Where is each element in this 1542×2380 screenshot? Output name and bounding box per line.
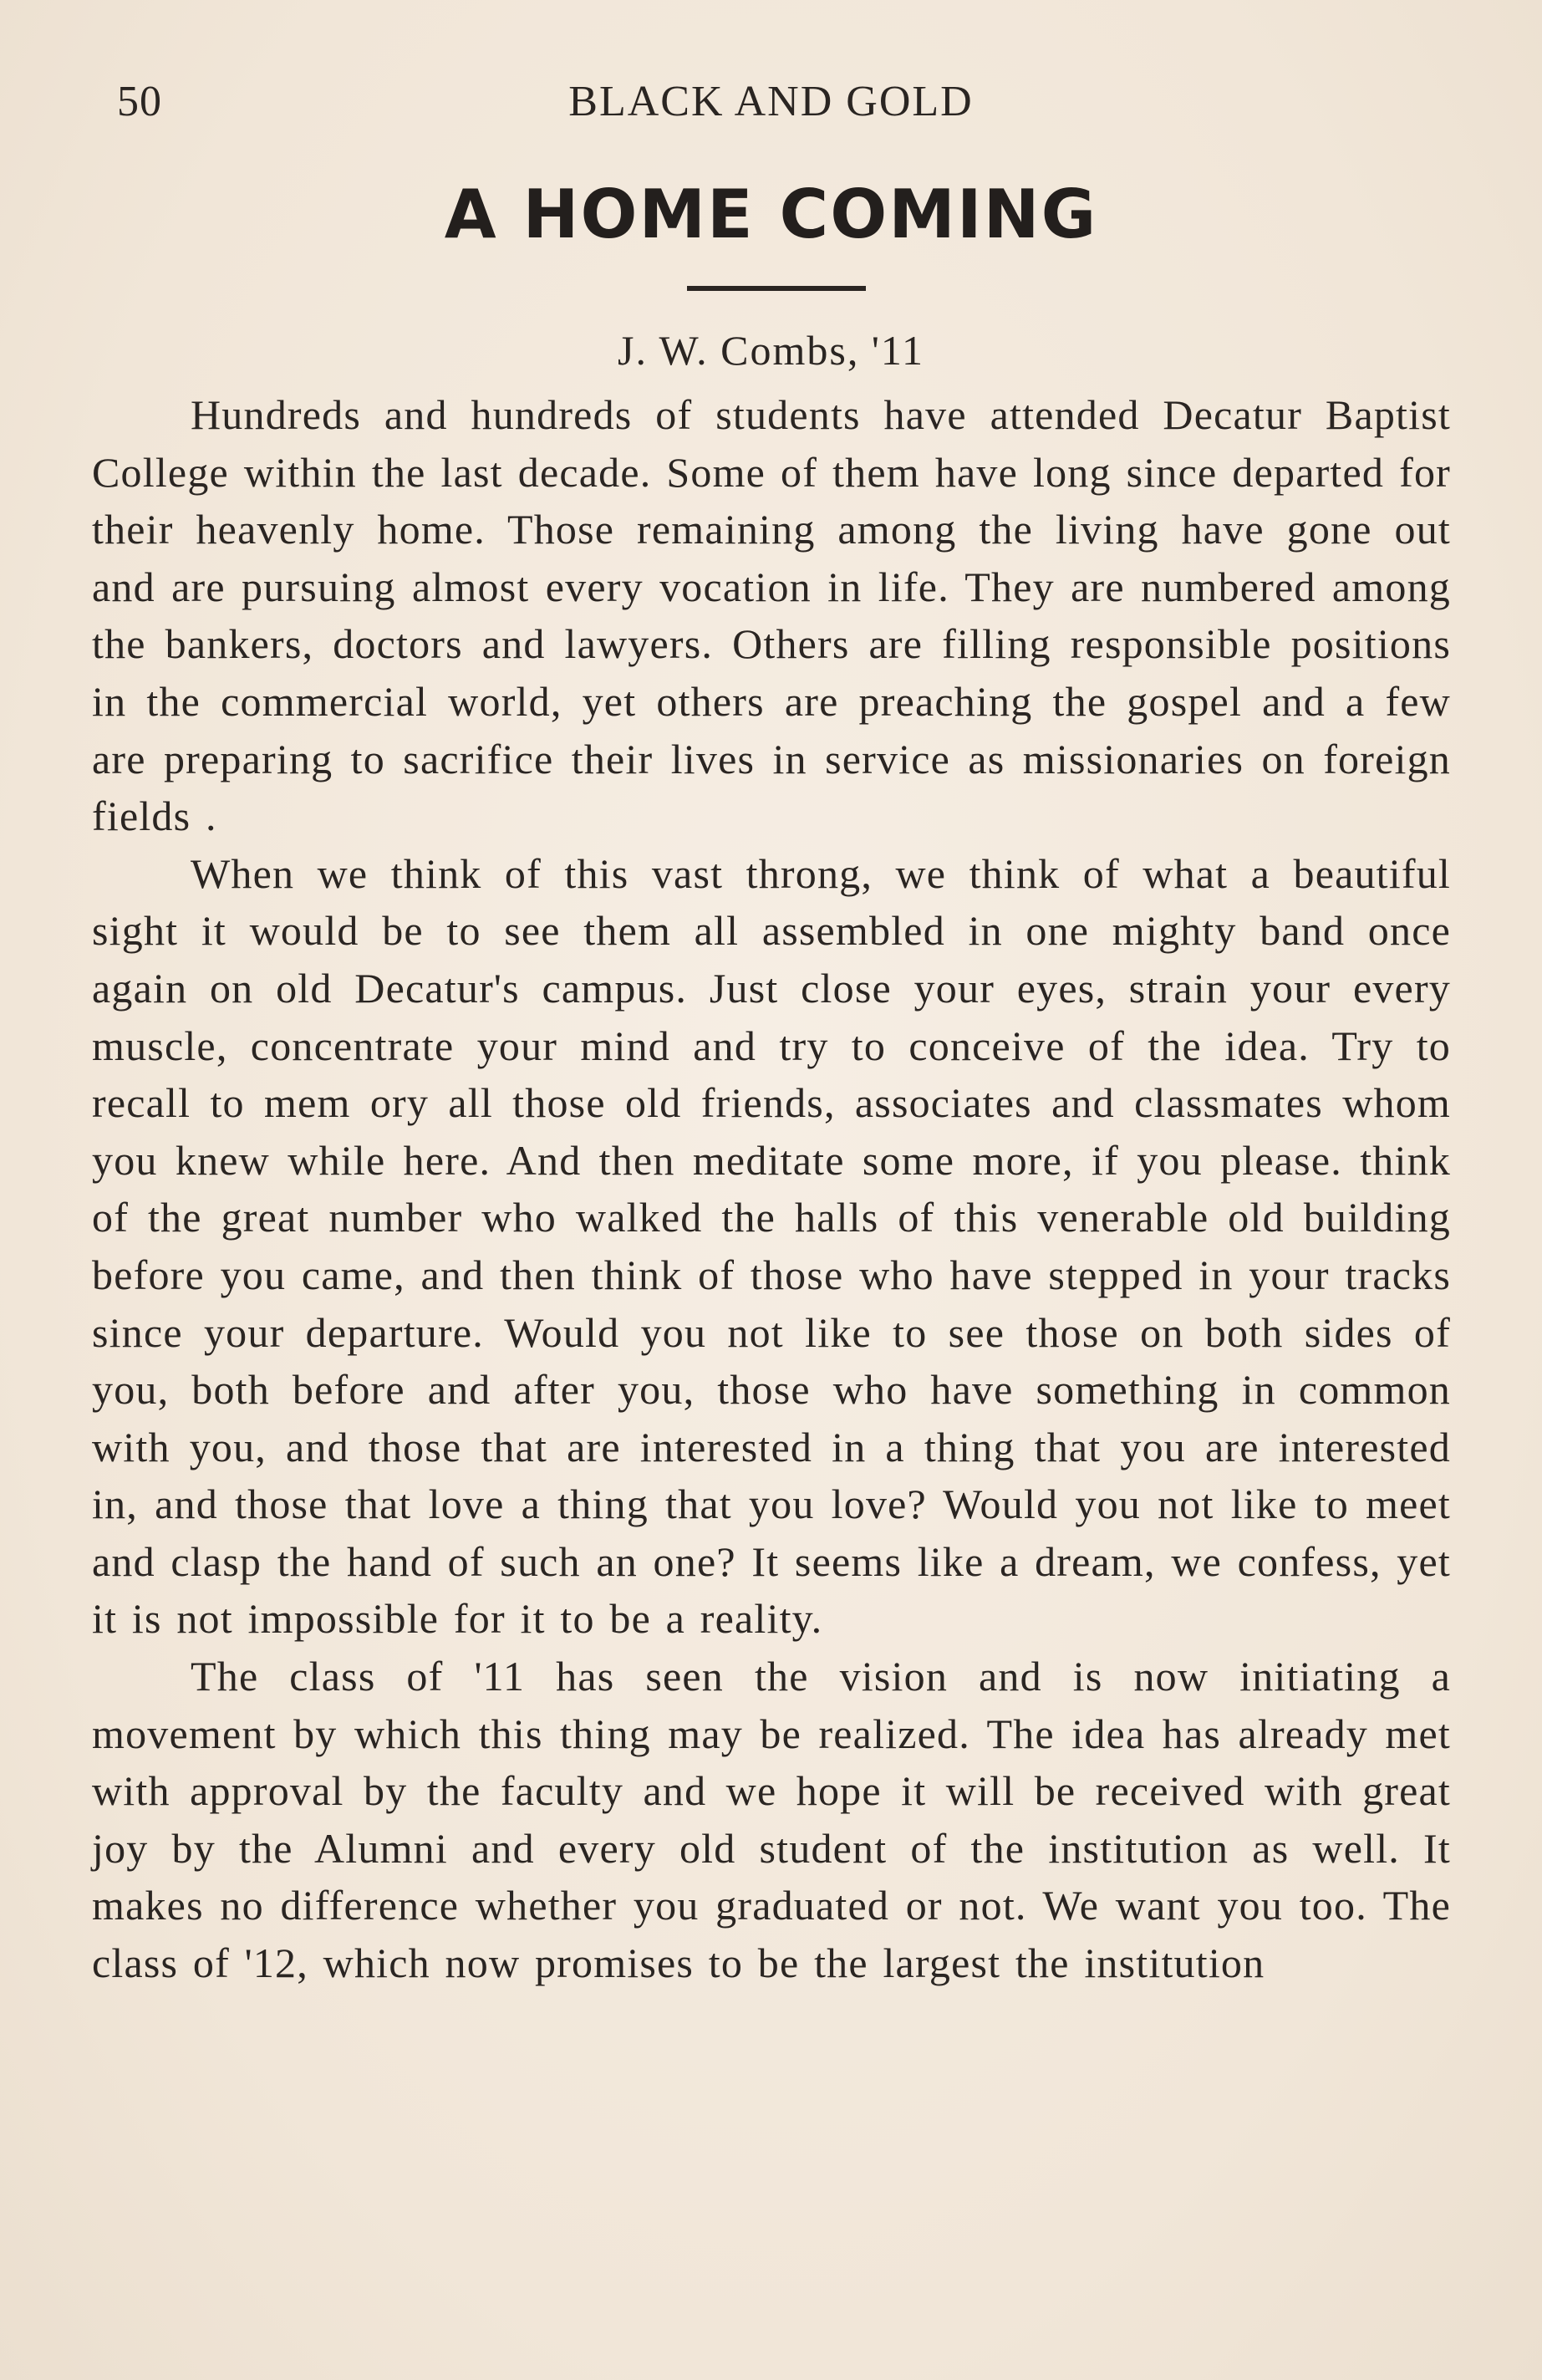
page-number: 50 bbox=[117, 78, 162, 125]
paragraph: Hundreds and hundreds of students have attended Decatur Baptist College within the last decade. Some of them have long since departed for their heavenly home. Those remaining among the living have gone out and are pursuing almost every vocation in life. They are numbered among the bankers, doctors and lawyers. Others are filling responsible positions in the commercial world, yet others are preaching the gospel and a few are preparing to sacrifice their lives in service as missionaries on foreign fields . bbox=[92, 391, 1451, 840]
title-rule bbox=[687, 286, 866, 291]
author-byline: J. W. Combs, '11 bbox=[617, 327, 924, 374]
paragraph: When we think of this vast throng, we think of what a beautiful sight it would be to see them all assembled in one mighty band once again on old Decatur's campus. Just close your eyes, strain your every muscle, concentrate your mind and try to conceive of the idea. Try to recall to mem ory all those old friends, associates and classmates whom you knew while here. And then meditate some more, if you please. think of the great number who walked the halls of this venerable old building before you came, and then think of those who have stepped in your tracks since your departure. Would you not like to see those on both sides of you, both before and after you, those who have something in common with you, and those that are interested in a thing that you are interested in, and those that love a thing that you love? Would you not like to meet and clasp the hand of such an one? It seems like a dream, we confess, yet it is not impossible for it to be a reality. bbox=[92, 849, 1451, 1643]
article-body bbox=[92, 386, 1451, 1992]
running-head bbox=[117, 77, 1425, 127]
journal-title: BLACK AND GOLD bbox=[568, 78, 974, 125]
article-title: A HOME COMING bbox=[444, 176, 1098, 253]
paragraph: The class of '11 has seen the vision and is now initiating a movement by which this thing may be realized. The idea has already met with approval by the faculty and we hope it will be received with great joy by the Alumni and every old student of the institution as well. It makes no difference whether you graduated or not. We want you too. The class of '12, which now promises to be the largest the institution bbox=[92, 1653, 1451, 1987]
